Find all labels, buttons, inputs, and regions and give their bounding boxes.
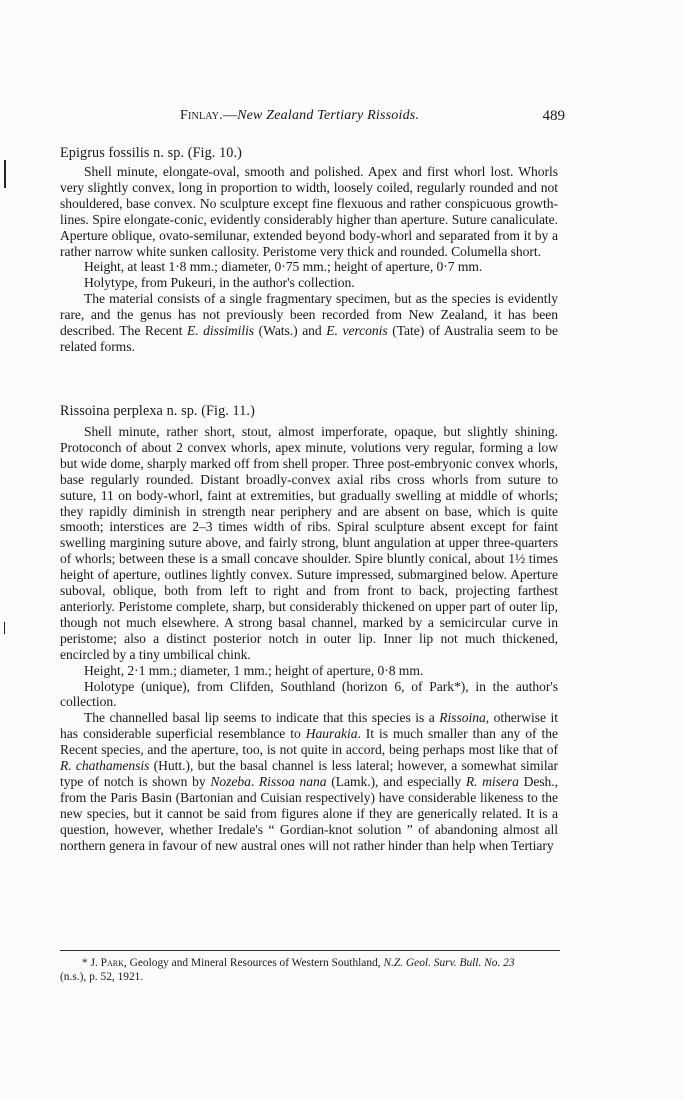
remarks-paragraph <box>60 710 558 853</box>
description-paragraph: Shell minute, elongate-oval, smooth and polished. Apex and first whorl lost. Whorls very slightly convex, long in proportion to width, loosely coiled, regularly rounded and not shouldered, base convex. No sculpture except fine flexuous and rather conspicuous growth-lines. Spire elongate-conic, evidently considerably higher than aperture. Suture canaliculate. Aperture oblique, ovato-semilunar, extended beyond body-whorl and separated from it by a rather narrow white sunken callosity. Peristome very thick and rounded. Columella short. <box>60 164 558 259</box>
text-run: , otherwise it has considerable superficial resemblance to <box>60 710 558 742</box>
species-ref: Rissoa nana <box>258 773 327 789</box>
footnote-text: , Geology and Mineral Resources of Western Southland, <box>123 957 384 969</box>
text-run: (Hutt.), but the basal channel is less lateral; however, a somewhat similar type of notch is shown by <box>60 758 559 789</box>
text-run: The channelled basal lip seems to indicate that this species is a <box>84 710 440 726</box>
genus-ref: Haurakia <box>305 726 358 742</box>
species-name: Rissoina perplexa <box>60 403 163 419</box>
genus-ref: Rissoina <box>439 710 486 726</box>
section-rissoina <box>60 402 558 853</box>
species-ref: E. dissimilis <box>186 323 255 339</box>
heading-suffix: n. sp. (Fig. 11.) <box>162 403 255 419</box>
species-ref: E. verconis <box>326 323 388 339</box>
footnote-journal: N.Z. Geol. Surv. Bull. No. 23 <box>383 957 515 969</box>
measurements: Height, at least 1·8 mm.; diameter, 0·75 mm.; height of aperture, 0·7 mm. <box>84 259 483 275</box>
type-locality: Holotype (unique), from Clifden, Southland (horizon 6, of Park*), in the author's collection. <box>60 678 558 710</box>
running-head: Finlay.—New Zealand Tertiary Rissoids. <box>180 108 420 123</box>
species-name: Epigrus fossilis <box>60 145 150 161</box>
text-run: . <box>250 773 259 789</box>
footnote-divider <box>60 950 560 951</box>
text-run: (Lamk.), and especially <box>326 773 466 789</box>
text-run: (Wats.) and <box>254 323 327 339</box>
measurements: Height, 2·1 mm.; diameter, 1 mm.; height of aperture, 0·8 mm. <box>84 662 424 678</box>
text-run: . It is much smaller than any of the Recent species, and the aperture, too, is not quite in accord, being perhaps most like that of <box>60 726 558 758</box>
text-run: Desh., from the Paris Basin (Bartonian and Cuisian respectively) have considerable likeness to the new species, but it cannot be said from figures alone if they are generically related. It is a question, however, whether Iredale's “ Gordian-knot solution ” of abandoning almost all northern genera in favour of new austral ones will not rather hinder than help when Tertiary <box>60 773 558 853</box>
species-ref: R. misera <box>465 773 519 789</box>
text-run: (Tate) of Australia seem to be related forms. <box>60 323 558 354</box>
header-title: New Zealand Tertiary Rissoids. <box>237 108 420 123</box>
section-epigrus <box>60 144 558 355</box>
page-number: 489 <box>542 108 565 124</box>
remarks-paragraph <box>60 291 558 355</box>
type-locality: Holytype, from Pukeuri, in the author's collection. <box>84 275 355 291</box>
footnote <box>60 956 530 984</box>
running-header <box>60 108 565 130</box>
section-heading <box>60 144 558 162</box>
genus-ref: Nozeba <box>210 773 251 789</box>
section-heading <box>60 402 558 420</box>
heading-suffix: n. sp. (Fig. 10.) <box>149 145 242 161</box>
margin-mark <box>4 160 6 188</box>
footnote-marker: * J. <box>82 957 101 969</box>
footnote-text: (n.s.), p. 52, 1921. <box>60 971 144 983</box>
species-ref: R. chathamensis <box>60 758 150 774</box>
margin-mark <box>4 622 5 634</box>
header-author: Finlay <box>180 108 220 123</box>
text-run: The material consists of a single fragmentary specimen, but as the species is evidently rare, and the genus has not previously been recorded from New Zealand, it has been described. The Recent <box>60 291 558 339</box>
description-paragraph: Shell minute, rather short, stout, almost imperforate, opaque, but slightly shining. Protoconch of about 2 convex whorls, apex minute, volutions very regular, forming a low but wide dome, sharply marked off from shell proper. Three post-embryonic convex whorls, base regularly rounded. Distant broadly-convex axial ribs cross whorls from suture to suture, 11 on body-whorl, faint at extremities, but gradually swelling at middle of whorls; they rapidly diminish in strength near periphery and are absent on base, which is quite smooth; interstices are 2–3 times width of ribs. Spiral sculpture absent except for faint swelling margining suture above, and fairly strong, blunt angulation at upper three-quarters of whorls; between these is a small concave shoulder. Spire bluntly conical, about 1½ times height of aperture, outlines lightly convex. Suture impressed, submargined below. Aperture suboval, oblique, both from left to right and from front to back, projecting farthest anteriorly. Peristome complete, sharp, but considerably thickened on upper part of outer lip, though not much elsewhere. A strong basal channel, marked by a semicircular curve in peristome; also a distinct posterior notch in outer lip. Inner lip not much thickened, encircled by a tiny umbilical chink. <box>60 424 558 662</box>
footnote-author: Park <box>100 957 124 969</box>
